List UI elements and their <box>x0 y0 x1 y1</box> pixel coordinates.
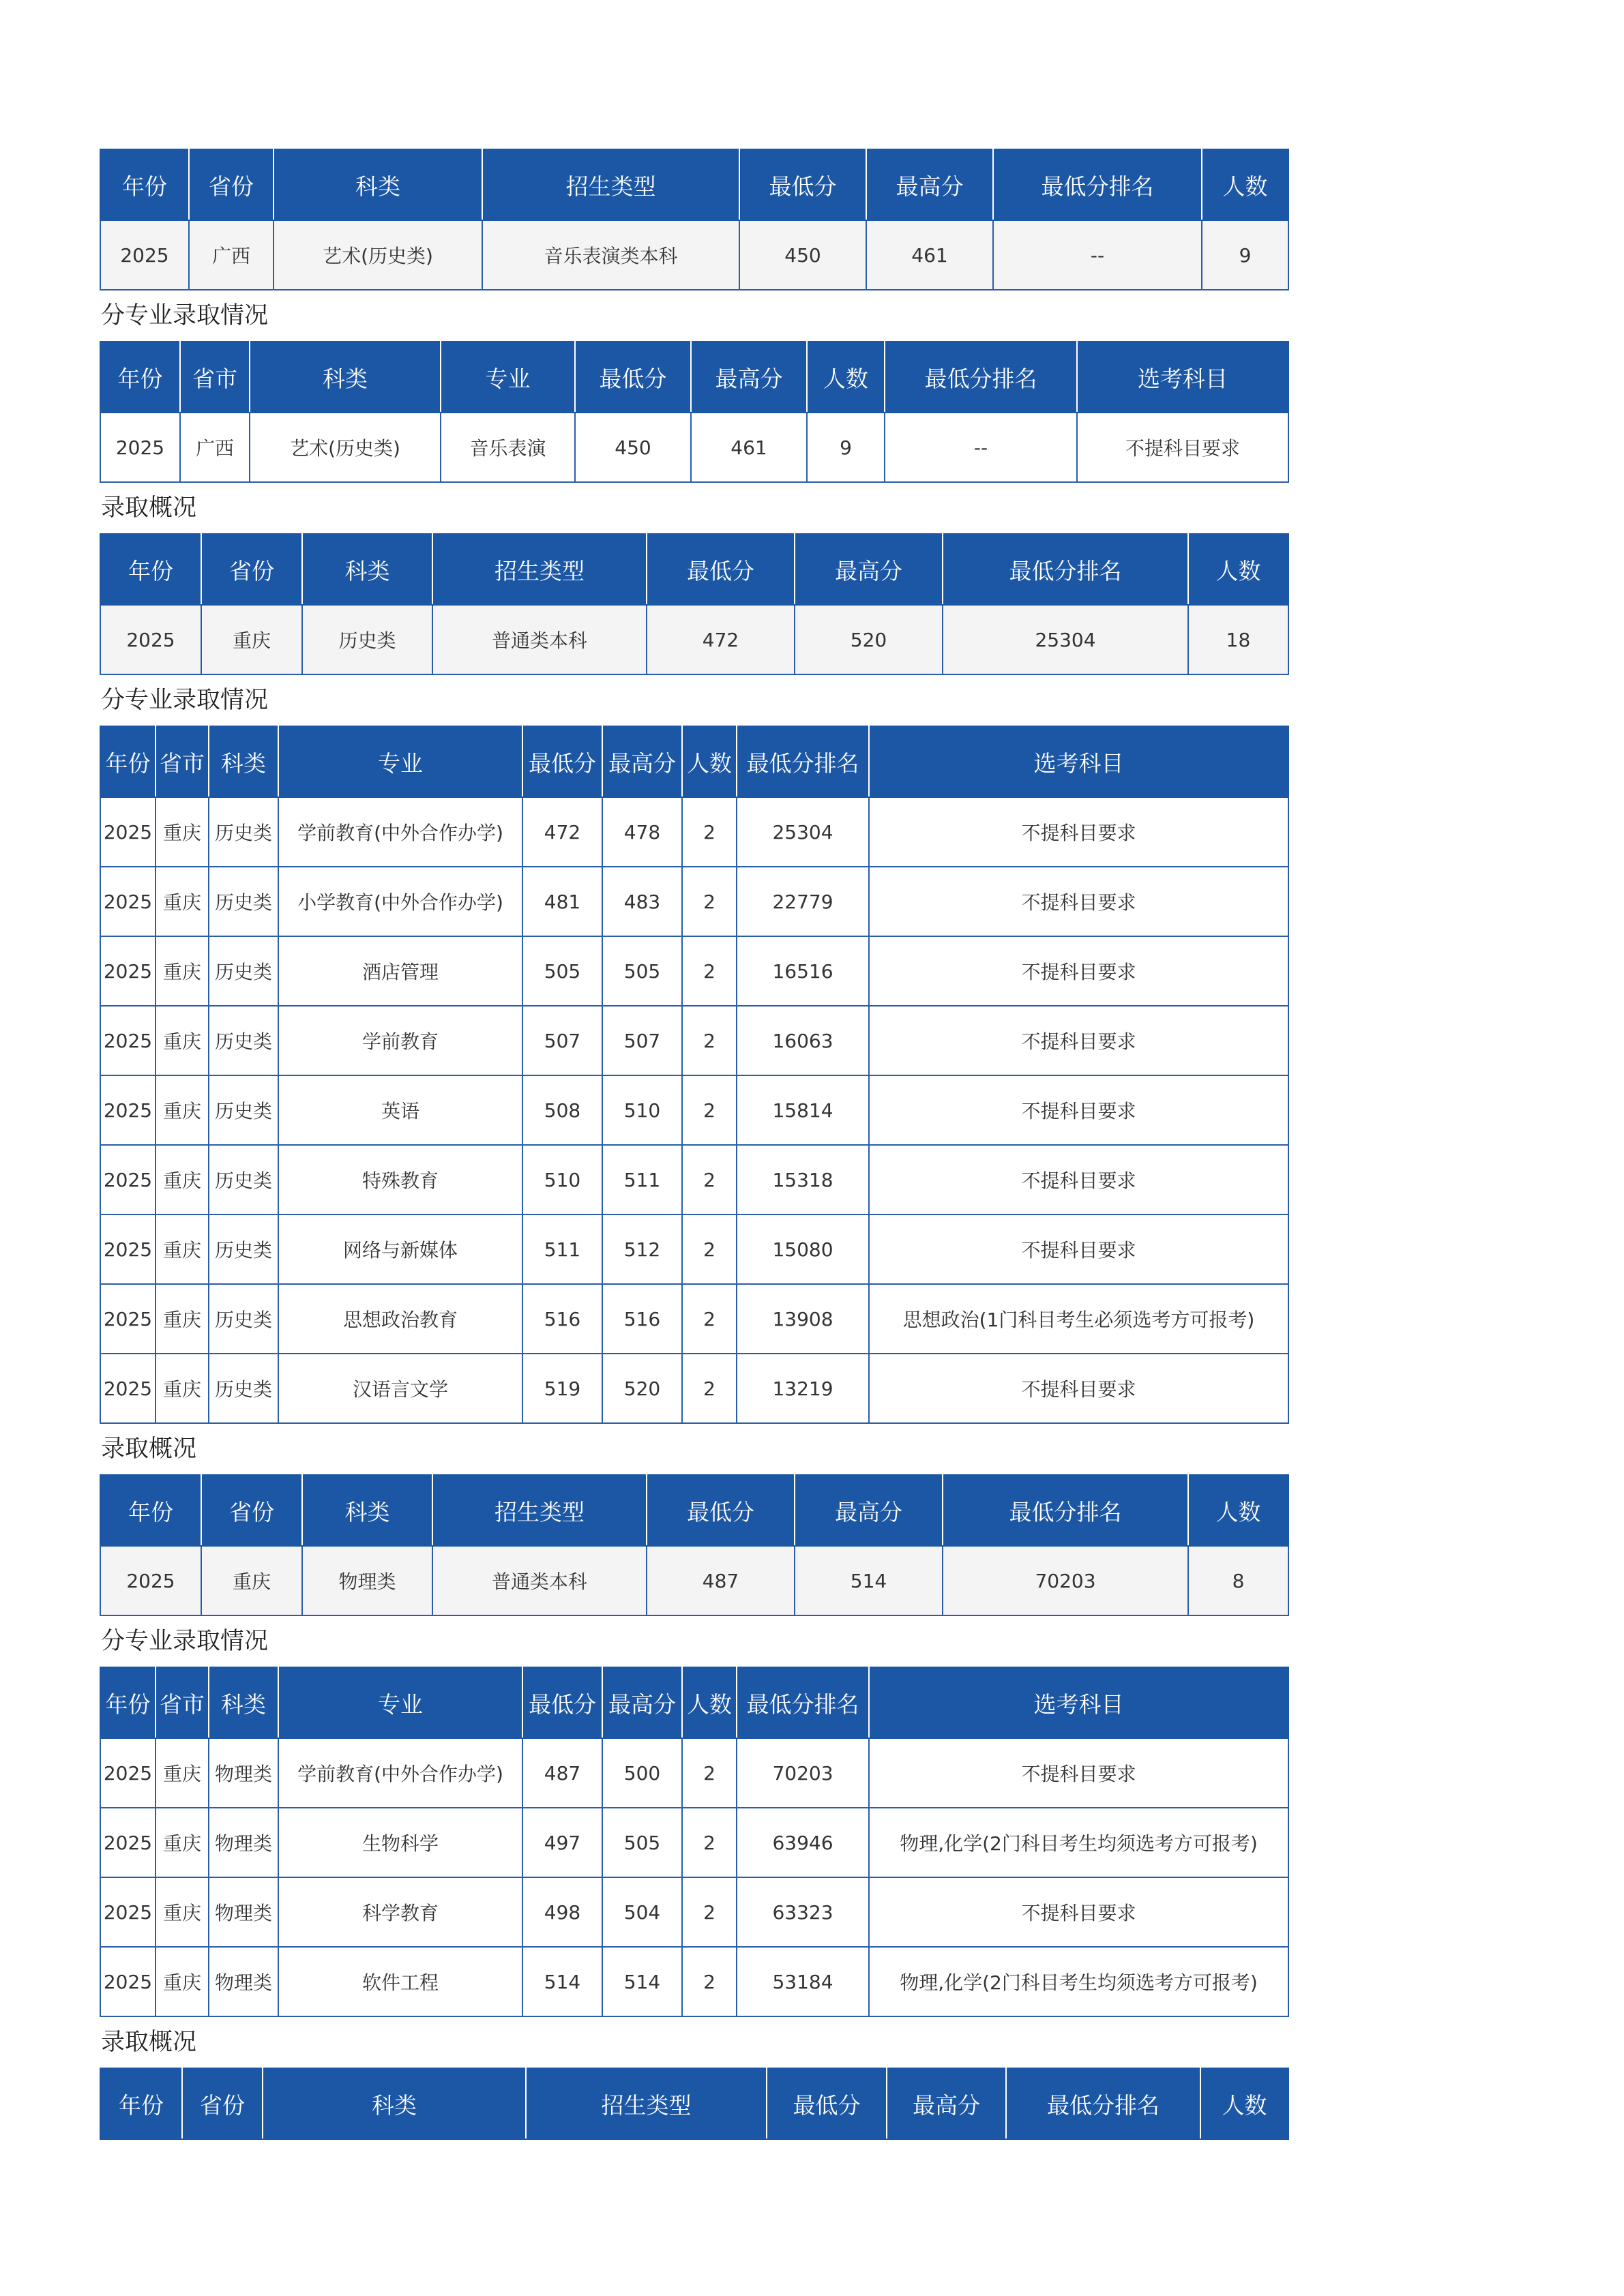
table-cell: 历史类 <box>209 1354 278 1423</box>
table-cell: 2 <box>682 1284 737 1354</box>
table-cell: 2025 <box>100 1075 156 1145</box>
table-cell: 2 <box>682 1738 737 1808</box>
table-cell: 历史类 <box>209 1006 278 1075</box>
summary-table-next <box>100 2068 1289 2140</box>
column-header: 最高分 <box>691 342 807 413</box>
table-cell: 16516 <box>737 936 869 1006</box>
table-cell: 9 <box>1202 220 1288 290</box>
table-cell: 历史类 <box>209 936 278 1006</box>
table-cell: 16063 <box>737 1006 869 1075</box>
table-cell: 520 <box>602 1354 682 1423</box>
table-cell: 498 <box>522 1877 602 1947</box>
table-cell: 70203 <box>737 1738 869 1808</box>
table-cell: 9 <box>807 413 885 482</box>
column-header: 专业 <box>278 1667 522 1738</box>
major-table-guangxi <box>100 341 1289 483</box>
column-header: 最低分 <box>522 1667 602 1738</box>
table-cell: 487 <box>647 1546 795 1615</box>
column-header: 科类 <box>302 534 432 605</box>
table-cell: 15080 <box>737 1214 869 1284</box>
column-header: 科类 <box>274 149 482 220</box>
table-cell: 2 <box>682 1075 737 1145</box>
table-cell: 2025 <box>100 1738 156 1808</box>
table-cell: 网络与新媒体 <box>278 1214 522 1284</box>
column-header: 最高分 <box>795 534 943 605</box>
table-cell: 2025 <box>100 1284 156 1354</box>
section-title-summary: 录取概况 <box>101 494 197 522</box>
table-row <box>100 1145 1288 1214</box>
table-row <box>100 1214 1288 1284</box>
table-cell: 2025 <box>100 1947 156 2016</box>
summary-header-row <box>100 149 1288 220</box>
table-cell: 507 <box>602 1006 682 1075</box>
column-header: 最低分排名 <box>737 1667 869 1738</box>
table-cell: 重庆 <box>156 867 209 936</box>
table-cell: 重庆 <box>156 797 209 867</box>
table-cell: 重庆 <box>201 1546 302 1615</box>
table-cell: 不提科目要求 <box>869 1877 1288 1947</box>
table-cell: 2025 <box>100 1877 156 1947</box>
table-cell: 2025 <box>100 220 189 290</box>
column-header: 人数 <box>682 1667 737 1738</box>
column-header: 最高分 <box>602 726 682 797</box>
table-cell: 2025 <box>100 1354 156 1423</box>
table-cell: 53184 <box>737 1947 869 2016</box>
table-row <box>100 936 1288 1006</box>
table-cell: 472 <box>522 797 602 867</box>
table-cell: 450 <box>739 220 866 290</box>
table-row <box>100 1284 1288 1354</box>
table-cell: 507 <box>522 1006 602 1075</box>
table-cell: 重庆 <box>156 1947 209 2016</box>
table-row <box>100 1947 1288 2016</box>
table-cell: 历史类 <box>209 1214 278 1284</box>
table-cell: 2025 <box>100 867 156 936</box>
table-cell: 2 <box>682 1808 737 1877</box>
table-cell: 2025 <box>100 797 156 867</box>
table-cell: 小学教育(中外合作办学) <box>278 867 522 936</box>
table-cell: 科学教育 <box>278 1877 522 1947</box>
column-header: 年份 <box>100 534 201 605</box>
column-header: 招生类型 <box>526 2068 767 2139</box>
table-cell: 516 <box>602 1284 682 1354</box>
column-header: 年份 <box>100 1475 201 1546</box>
table-cell: 505 <box>602 936 682 1006</box>
section-title-major: 分专业录取情况 <box>101 687 269 714</box>
table-cell: 普通类本科 <box>432 1546 647 1615</box>
column-header: 人数 <box>682 726 737 797</box>
table-cell: 不提科目要求 <box>869 1075 1288 1145</box>
column-header: 人数 <box>1200 2068 1288 2139</box>
table-cell: 519 <box>522 1354 602 1423</box>
table-cell: 472 <box>647 605 795 674</box>
table-cell: 广西 <box>189 220 274 290</box>
table-cell: 8 <box>1188 1546 1288 1615</box>
table-cell: 物理类 <box>209 1738 278 1808</box>
column-header: 最低分排名 <box>1006 2068 1200 2139</box>
table-cell: 物理,化学(2门科目考生均须选考方可报考) <box>869 1947 1288 2016</box>
table-cell: 487 <box>522 1738 602 1808</box>
column-header: 省份 <box>182 2068 263 2139</box>
table-cell: 514 <box>602 1947 682 2016</box>
column-header: 科类 <box>209 726 278 797</box>
table-cell: 510 <box>602 1075 682 1145</box>
column-header: 最低分 <box>575 342 691 413</box>
column-header: 年份 <box>100 1667 156 1738</box>
column-header: 省市 <box>180 342 250 413</box>
table-cell: 520 <box>795 605 943 674</box>
table-cell: 思想政治教育 <box>278 1284 522 1354</box>
table-cell: 历史类 <box>302 605 432 674</box>
table-cell: 普通类本科 <box>432 605 647 674</box>
table-cell: 艺术(历史类) <box>274 220 482 290</box>
column-header: 省市 <box>156 1667 209 1738</box>
table-cell: 学前教育(中外合作办学) <box>278 1738 522 1808</box>
table-cell: 重庆 <box>156 1145 209 1214</box>
table-cell: 2 <box>682 1947 737 2016</box>
table-cell: 2 <box>682 1877 737 1947</box>
column-header: 最高分 <box>602 1667 682 1738</box>
table-cell: 504 <box>602 1877 682 1947</box>
table-cell: 514 <box>522 1947 602 2016</box>
table-cell: 物理类 <box>209 1808 278 1877</box>
column-header: 选考科目 <box>869 1667 1288 1738</box>
column-header: 省份 <box>189 149 274 220</box>
table-cell: 15318 <box>737 1145 869 1214</box>
column-header: 最低分排名 <box>885 342 1077 413</box>
table-cell: 英语 <box>278 1075 522 1145</box>
table-cell: 汉语言文学 <box>278 1354 522 1423</box>
column-header: 最高分 <box>795 1475 943 1546</box>
table-cell: 2 <box>682 867 737 936</box>
table-cell: 2 <box>682 1145 737 1214</box>
table-row <box>100 1354 1288 1423</box>
table-cell: 学前教育 <box>278 1006 522 1075</box>
summary-header-row <box>100 2068 1288 2139</box>
table-cell: 2025 <box>100 1006 156 1075</box>
table-cell: 生物科学 <box>278 1808 522 1877</box>
table-cell: 音乐表演 <box>441 413 575 482</box>
column-header: 选考科目 <box>1077 342 1288 413</box>
table-cell: 不提科目要求 <box>869 1354 1288 1423</box>
column-header: 招生类型 <box>432 534 647 605</box>
table-cell: 历史类 <box>209 797 278 867</box>
table-cell: 497 <box>522 1808 602 1877</box>
column-header: 最低分 <box>767 2068 887 2139</box>
table-cell: 不提科目要求 <box>869 1145 1288 1214</box>
table-cell: -- <box>885 413 1077 482</box>
column-header: 选考科目 <box>869 726 1288 797</box>
table-cell: 505 <box>522 936 602 1006</box>
table-cell: 22779 <box>737 867 869 936</box>
table-cell: 软件工程 <box>278 1947 522 2016</box>
column-header: 人数 <box>1202 149 1288 220</box>
table-cell: 物理类 <box>302 1546 432 1615</box>
table-cell: 2025 <box>100 413 180 482</box>
table-cell: 70203 <box>943 1546 1188 1615</box>
column-header: 最低分排名 <box>943 534 1188 605</box>
column-header: 最高分 <box>866 149 993 220</box>
table-row <box>100 1006 1288 1075</box>
admission-report <box>100 149 1288 2140</box>
table-cell: 2 <box>682 1354 737 1423</box>
table-cell: 63946 <box>737 1808 869 1877</box>
table-row <box>100 413 1288 482</box>
table-cell: 478 <box>602 797 682 867</box>
column-header: 最低分 <box>522 726 602 797</box>
table-cell: 音乐表演类本科 <box>482 220 739 290</box>
table-cell: 508 <box>522 1075 602 1145</box>
table-cell: 461 <box>866 220 993 290</box>
table-cell: 重庆 <box>156 1354 209 1423</box>
table-cell: 63323 <box>737 1877 869 1947</box>
column-header: 人数 <box>1188 534 1288 605</box>
table-cell: 艺术(历史类) <box>250 413 441 482</box>
section-title-major: 分专业录取情况 <box>101 1628 269 1655</box>
table-cell: 物理,化学(2门科目考生均须选考方可报考) <box>869 1808 1288 1877</box>
column-header: 省份 <box>201 534 302 605</box>
summary-header-row <box>100 534 1288 605</box>
column-header: 年份 <box>100 149 189 220</box>
table-cell: 学前教育(中外合作办学) <box>278 797 522 867</box>
column-header: 年份 <box>100 342 180 413</box>
major-table-chongqing-history <box>100 726 1289 1424</box>
summary-table-chongqing-history <box>100 533 1289 675</box>
table-row <box>100 1738 1288 1808</box>
table-row <box>100 1075 1288 1145</box>
table-cell: 2025 <box>100 1808 156 1877</box>
table-cell: 516 <box>522 1284 602 1354</box>
column-header: 科类 <box>302 1475 432 1546</box>
table-cell: 450 <box>575 413 691 482</box>
table-cell: 13219 <box>737 1354 869 1423</box>
table-cell: 514 <box>795 1546 943 1615</box>
table-row <box>100 867 1288 936</box>
column-header: 专业 <box>441 342 575 413</box>
table-cell: 物理类 <box>209 1877 278 1947</box>
column-header: 最低分排名 <box>943 1475 1188 1546</box>
table-cell: 重庆 <box>156 1738 209 1808</box>
column-header: 最低分 <box>647 534 795 605</box>
column-header: 招生类型 <box>482 149 739 220</box>
table-cell: 2025 <box>100 1214 156 1284</box>
section-title-summary: 录取概况 <box>101 1435 197 1463</box>
table-row <box>100 220 1288 290</box>
major-header-row <box>100 1667 1288 1738</box>
table-cell: 500 <box>602 1738 682 1808</box>
table-cell: 511 <box>522 1214 602 1284</box>
column-header: 科类 <box>263 2068 526 2139</box>
table-cell: 483 <box>602 867 682 936</box>
table-cell: 25304 <box>737 797 869 867</box>
table-cell: 25304 <box>943 605 1188 674</box>
major-header-row <box>100 726 1288 797</box>
table-row <box>100 797 1288 867</box>
table-cell: 广西 <box>180 413 250 482</box>
table-cell: 2025 <box>100 605 201 674</box>
summary-header-row <box>100 1475 1288 1546</box>
major-header-row <box>100 342 1288 413</box>
table-cell: 历史类 <box>209 1075 278 1145</box>
table-cell: 思想政治(1门科目考生必须选考方可报考) <box>869 1284 1288 1354</box>
table-cell: 特殊教育 <box>278 1145 522 1214</box>
column-header: 年份 <box>100 726 156 797</box>
column-header: 人数 <box>1188 1475 1288 1546</box>
table-cell: 不提科目要求 <box>869 1214 1288 1284</box>
column-header: 年份 <box>100 2068 182 2139</box>
table-cell: 不提科目要求 <box>1077 413 1288 482</box>
column-header: 科类 <box>250 342 441 413</box>
column-header: 最低分 <box>739 149 866 220</box>
table-cell: 2025 <box>100 1145 156 1214</box>
column-header: 省份 <box>201 1475 302 1546</box>
section-title-major: 分专业录取情况 <box>101 302 269 329</box>
table-cell: 重庆 <box>156 1075 209 1145</box>
table-cell: 不提科目要求 <box>869 797 1288 867</box>
table-cell: 酒店管理 <box>278 936 522 1006</box>
table-cell: 重庆 <box>156 1284 209 1354</box>
table-cell: 461 <box>691 413 807 482</box>
table-cell: 重庆 <box>156 1877 209 1947</box>
table-row <box>100 1808 1288 1877</box>
column-header: 最低分排名 <box>993 149 1202 220</box>
major-table-chongqing-physics <box>100 1667 1289 2017</box>
table-row <box>100 605 1288 674</box>
summary-table-chongqing-physics <box>100 1474 1289 1616</box>
table-cell: 重庆 <box>156 936 209 1006</box>
table-cell: 481 <box>522 867 602 936</box>
table-cell: 重庆 <box>156 1214 209 1284</box>
table-cell: 2025 <box>100 1546 201 1615</box>
table-cell: 505 <box>602 1808 682 1877</box>
table-cell: 历史类 <box>209 867 278 936</box>
table-cell: 2 <box>682 1006 737 1075</box>
table-cell: 2025 <box>100 936 156 1006</box>
table-cell: 重庆 <box>201 605 302 674</box>
table-cell: 2 <box>682 1214 737 1284</box>
table-cell: 512 <box>602 1214 682 1284</box>
table-cell: 511 <box>602 1145 682 1214</box>
table-cell: 不提科目要求 <box>869 1738 1288 1808</box>
table-cell: 历史类 <box>209 1145 278 1214</box>
table-cell: 重庆 <box>156 1808 209 1877</box>
table-cell: 510 <box>522 1145 602 1214</box>
table-cell: 不提科目要求 <box>869 1006 1288 1075</box>
table-cell: 历史类 <box>209 1284 278 1354</box>
table-cell: 2 <box>682 797 737 867</box>
table-row <box>100 1877 1288 1947</box>
section-title-summary: 录取概况 <box>101 2029 197 2056</box>
table-cell: 不提科目要求 <box>869 936 1288 1006</box>
column-header: 最高分 <box>887 2068 1006 2139</box>
column-header: 省市 <box>156 726 209 797</box>
table-cell: 13908 <box>737 1284 869 1354</box>
column-header: 招生类型 <box>432 1475 647 1546</box>
table-cell: -- <box>993 220 1202 290</box>
table-cell: 不提科目要求 <box>869 867 1288 936</box>
column-header: 专业 <box>278 726 522 797</box>
table-cell: 18 <box>1188 605 1288 674</box>
table-cell: 物理类 <box>209 1947 278 2016</box>
table-cell: 重庆 <box>156 1006 209 1075</box>
table-cell: 15814 <box>737 1075 869 1145</box>
column-header: 人数 <box>807 342 885 413</box>
summary-table-guangxi <box>100 149 1289 290</box>
table-cell: 2 <box>682 936 737 1006</box>
column-header: 科类 <box>209 1667 278 1738</box>
table-row <box>100 1546 1288 1615</box>
column-header: 最低分排名 <box>737 726 869 797</box>
column-header: 最低分 <box>647 1475 795 1546</box>
